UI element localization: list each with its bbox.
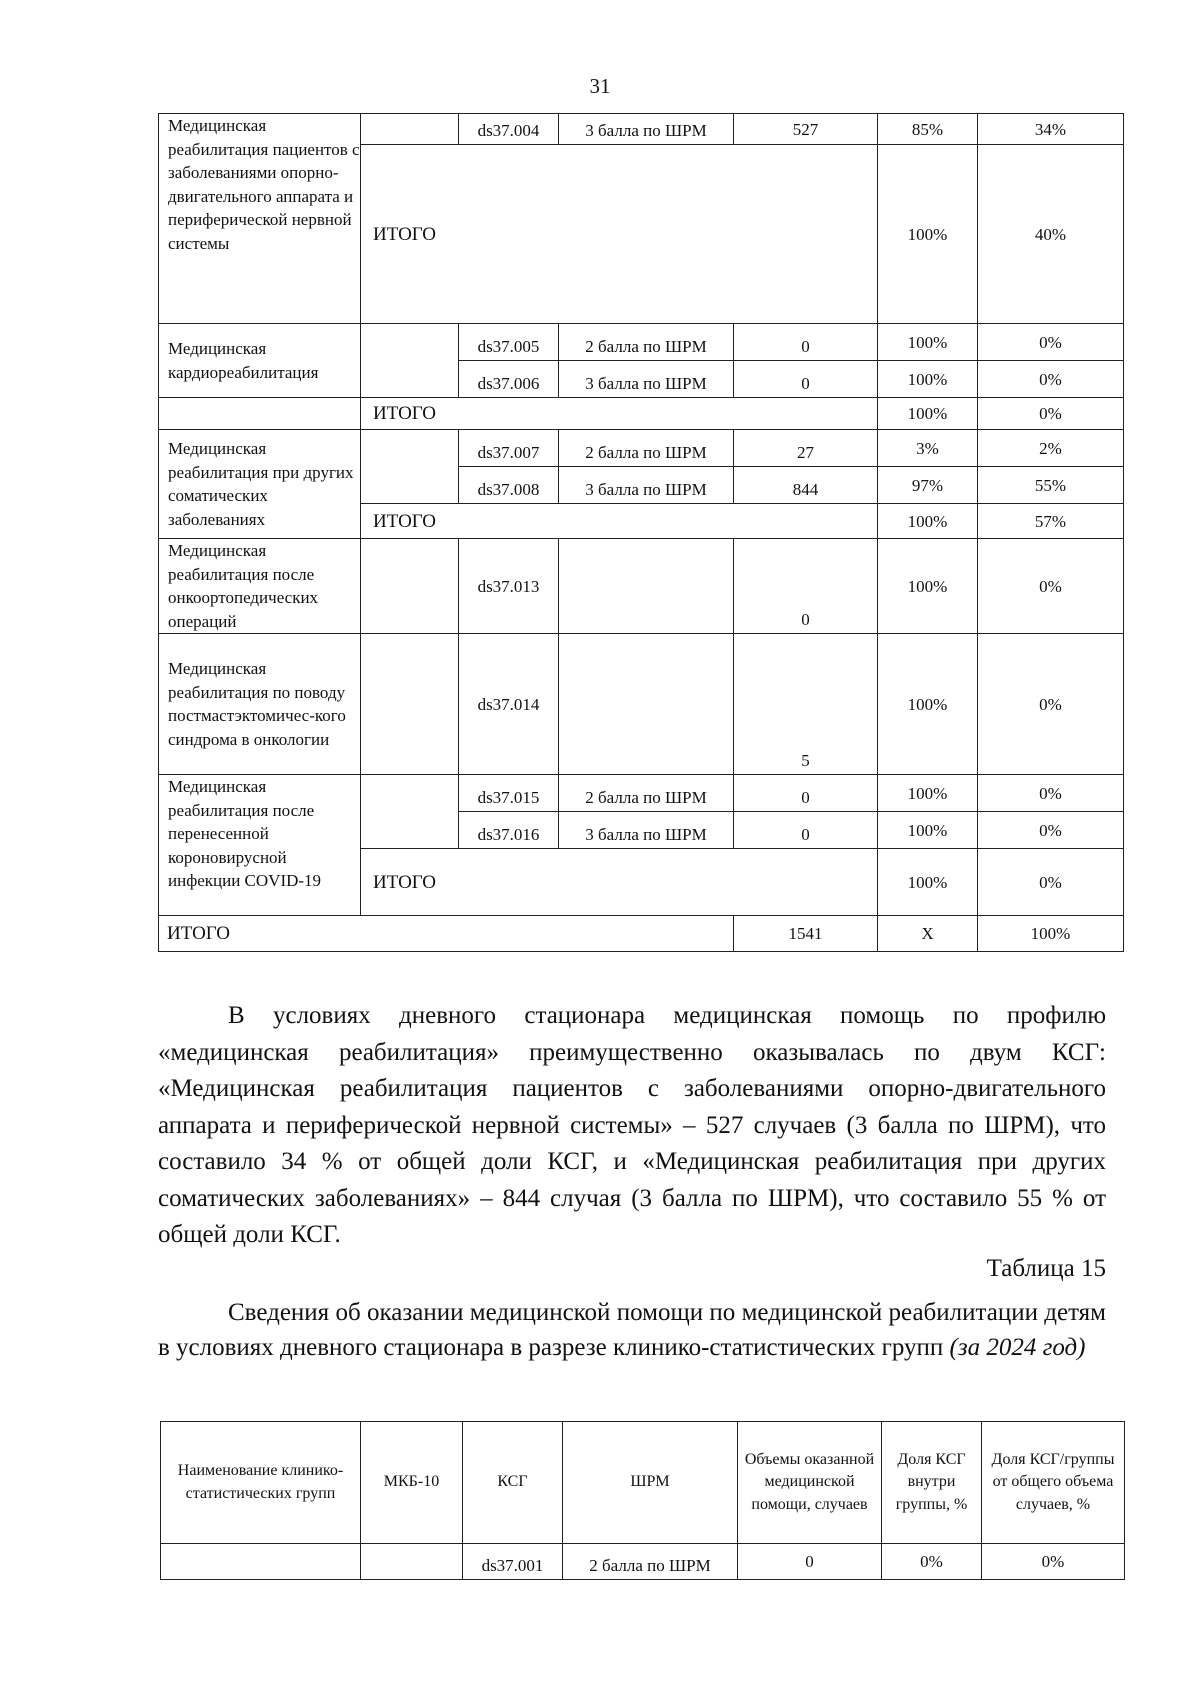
table-heading-text: Сведения об оказании медицинской помощи по медицинской реабилитации детям в условиях дневного стационара в разрезе клинико-статистических групп xyxy=(158,1299,1106,1361)
volume-cell: 0 xyxy=(734,812,878,849)
mkb-cell xyxy=(361,775,459,849)
mkb-cell xyxy=(361,114,459,145)
shrm-cell: 3 балла по ШРМ xyxy=(559,361,734,398)
share-total-cell: 0% xyxy=(978,361,1124,398)
share-total-cell: 0% xyxy=(978,539,1124,634)
ksg-cell: ds37.013 xyxy=(459,539,559,634)
shrm-cell: 3 балла по ШРМ xyxy=(559,467,734,504)
share-in-group-cell: 100% xyxy=(878,398,978,430)
share-total-cell: 0% xyxy=(978,812,1124,849)
shrm-cell: 3 балла по ШРМ xyxy=(559,114,734,145)
group-name-cell: Медицинская реабилитация пациентов с заболеваниями опорно-двигательного аппарата и периферической нервной системы xyxy=(159,114,361,324)
share-total-cell: 2% xyxy=(978,430,1124,467)
mkb-cell xyxy=(361,539,459,634)
share-in-group-cell: 85% xyxy=(878,114,978,145)
volume-cell: 5 xyxy=(734,634,878,775)
table-row-subtotal xyxy=(159,398,1124,430)
volume-cell: 1541 xyxy=(734,916,878,952)
summary-paragraph xyxy=(158,998,1106,1254)
subtotal-label: ИТОГО xyxy=(361,398,878,430)
ksg-cell: ds37.014 xyxy=(459,634,559,775)
ksg-cell: ds37.015 xyxy=(459,775,559,812)
table-heading-period: (за 2024 год) xyxy=(949,1334,1086,1361)
ksg-cell: ds37.007 xyxy=(459,430,559,467)
table-row xyxy=(159,324,1124,361)
summary-paragraph-text: В условиях дневного стационара медицинская помощь по профилю «медицинская реабилитация» преимущественно оказывалась по двум КСГ: «Медицинская реабилитация пациентов с заболеваниями опорно-двигательного аппарата и периферической нервной системы» – 527 случаев (3 балла по ШРМ), что составило 34 % от общей доли КСГ, и «Медицинская реабилитация при других соматических заболеваниях» – 844 случая (3 балла по ШРМ), что составило 55 % от общей доли КСГ. xyxy=(158,1002,1106,1248)
share-in-group-cell: 100% xyxy=(878,634,978,775)
group-name-cell: Медицинская реабилитация после перенесенной короновирусной инфекции COVID-19 xyxy=(159,775,361,916)
share-in-group-cell: 100% xyxy=(878,812,978,849)
share-total-cell: 0% xyxy=(978,324,1124,361)
table-label: Таблица 15 xyxy=(986,1255,1106,1282)
page-number: 31 xyxy=(589,74,611,98)
subtotal-label: ИТОГО xyxy=(361,145,878,324)
group-name-cell: Медицинская реабилитация при других соматических заболеваниях xyxy=(159,430,361,539)
shrm-cell: 2 балла по ШРМ xyxy=(563,1544,738,1580)
header-ksg: КСГ xyxy=(463,1422,563,1544)
volume-cell: 0 xyxy=(734,775,878,812)
volume-cell: 0 xyxy=(734,324,878,361)
share-total-cell: 100% xyxy=(978,916,1124,952)
header-volume: Объемы оказанной медицинской помощи, случаев xyxy=(738,1422,882,1544)
share-in-group-cell: Х xyxy=(878,916,978,952)
header-share-total: Доля КСГ/группы от общего объема случаев, % xyxy=(982,1422,1125,1544)
header-share-in-group: Доля КСГ внутри группы, % xyxy=(882,1422,982,1544)
share-total-cell: 40% xyxy=(978,145,1124,324)
ksg-cell: ds37.001 xyxy=(463,1544,563,1580)
volume-cell: 0 xyxy=(738,1544,882,1580)
group-name-cell xyxy=(161,1544,361,1580)
share-total-cell: 0% xyxy=(978,398,1124,430)
table-header-row xyxy=(161,1422,1125,1544)
table-row xyxy=(159,634,1124,775)
table-row-grand-total xyxy=(159,916,1124,952)
subtotal-label: ИТОГО xyxy=(361,504,878,539)
share-in-group-cell: 100% xyxy=(878,775,978,812)
shrm-cell xyxy=(559,634,734,775)
grand-total-label: ИТОГО xyxy=(159,916,734,952)
table-row xyxy=(159,775,1124,812)
table-row xyxy=(161,1544,1125,1580)
volume-cell: 27 xyxy=(734,430,878,467)
mkb-cell xyxy=(361,1544,463,1580)
mkb-cell xyxy=(361,430,459,504)
group-name-cell: Медицинская реабилитация после онкоортопедических операций xyxy=(159,539,361,634)
rehab-summary-table xyxy=(158,113,1124,952)
share-total-cell: 34% xyxy=(978,114,1124,145)
share-in-group-cell: 3% xyxy=(878,430,978,467)
share-in-group-cell: 100% xyxy=(878,145,978,324)
share-in-group-cell: 100% xyxy=(878,849,978,916)
shrm-cell xyxy=(559,539,734,634)
group-name-cell: Медицинская кардиореабилитация xyxy=(159,324,361,398)
header-name: Наименование клинико-статистических групп xyxy=(161,1422,361,1544)
mkb-cell xyxy=(361,324,459,398)
shrm-cell: 2 балла по ШРМ xyxy=(559,324,734,361)
children-rehab-table xyxy=(160,1421,1125,1580)
share-in-group-cell: 100% xyxy=(878,361,978,398)
share-in-group-cell: 100% xyxy=(878,539,978,634)
header-mkb: МКБ-10 xyxy=(361,1422,463,1544)
table-row xyxy=(159,114,1124,145)
share-in-group-cell: 100% xyxy=(878,324,978,361)
share-total-cell: 0% xyxy=(978,849,1124,916)
volume-cell: 0 xyxy=(734,539,878,634)
group-name-cell xyxy=(159,398,361,430)
share-total-cell: 57% xyxy=(978,504,1124,539)
header-shrm: ШРМ xyxy=(563,1422,738,1544)
table-row xyxy=(159,430,1124,467)
shrm-cell: 2 балла по ШРМ xyxy=(559,775,734,812)
shrm-cell: 3 балла по ШРМ xyxy=(559,812,734,849)
volume-cell: 844 xyxy=(734,467,878,504)
share-total-cell: 0% xyxy=(978,775,1124,812)
table-row xyxy=(159,539,1124,634)
group-name-cell: Медицинская реабилитация по поводу постмастэктомичес-кого синдрома в онкологии xyxy=(159,634,361,775)
share-in-group-cell: 0% xyxy=(882,1544,982,1580)
share-in-group-cell: 100% xyxy=(878,504,978,539)
ksg-cell: ds37.016 xyxy=(459,812,559,849)
shrm-cell: 2 балла по ШРМ xyxy=(559,430,734,467)
volume-cell: 0 xyxy=(734,361,878,398)
share-in-group-cell: 97% xyxy=(878,467,978,504)
subtotal-label: ИТОГО xyxy=(361,849,878,916)
mkb-cell xyxy=(361,634,459,775)
ksg-cell: ds37.004 xyxy=(459,114,559,145)
volume-cell: 527 xyxy=(734,114,878,145)
ksg-cell: ds37.005 xyxy=(459,324,559,361)
share-total-cell: 55% xyxy=(978,467,1124,504)
ksg-cell: ds37.008 xyxy=(459,467,559,504)
share-total-cell: 0% xyxy=(982,1544,1125,1580)
table-heading xyxy=(158,1295,1106,1365)
ksg-cell: ds37.006 xyxy=(459,361,559,398)
share-total-cell: 0% xyxy=(978,634,1124,775)
